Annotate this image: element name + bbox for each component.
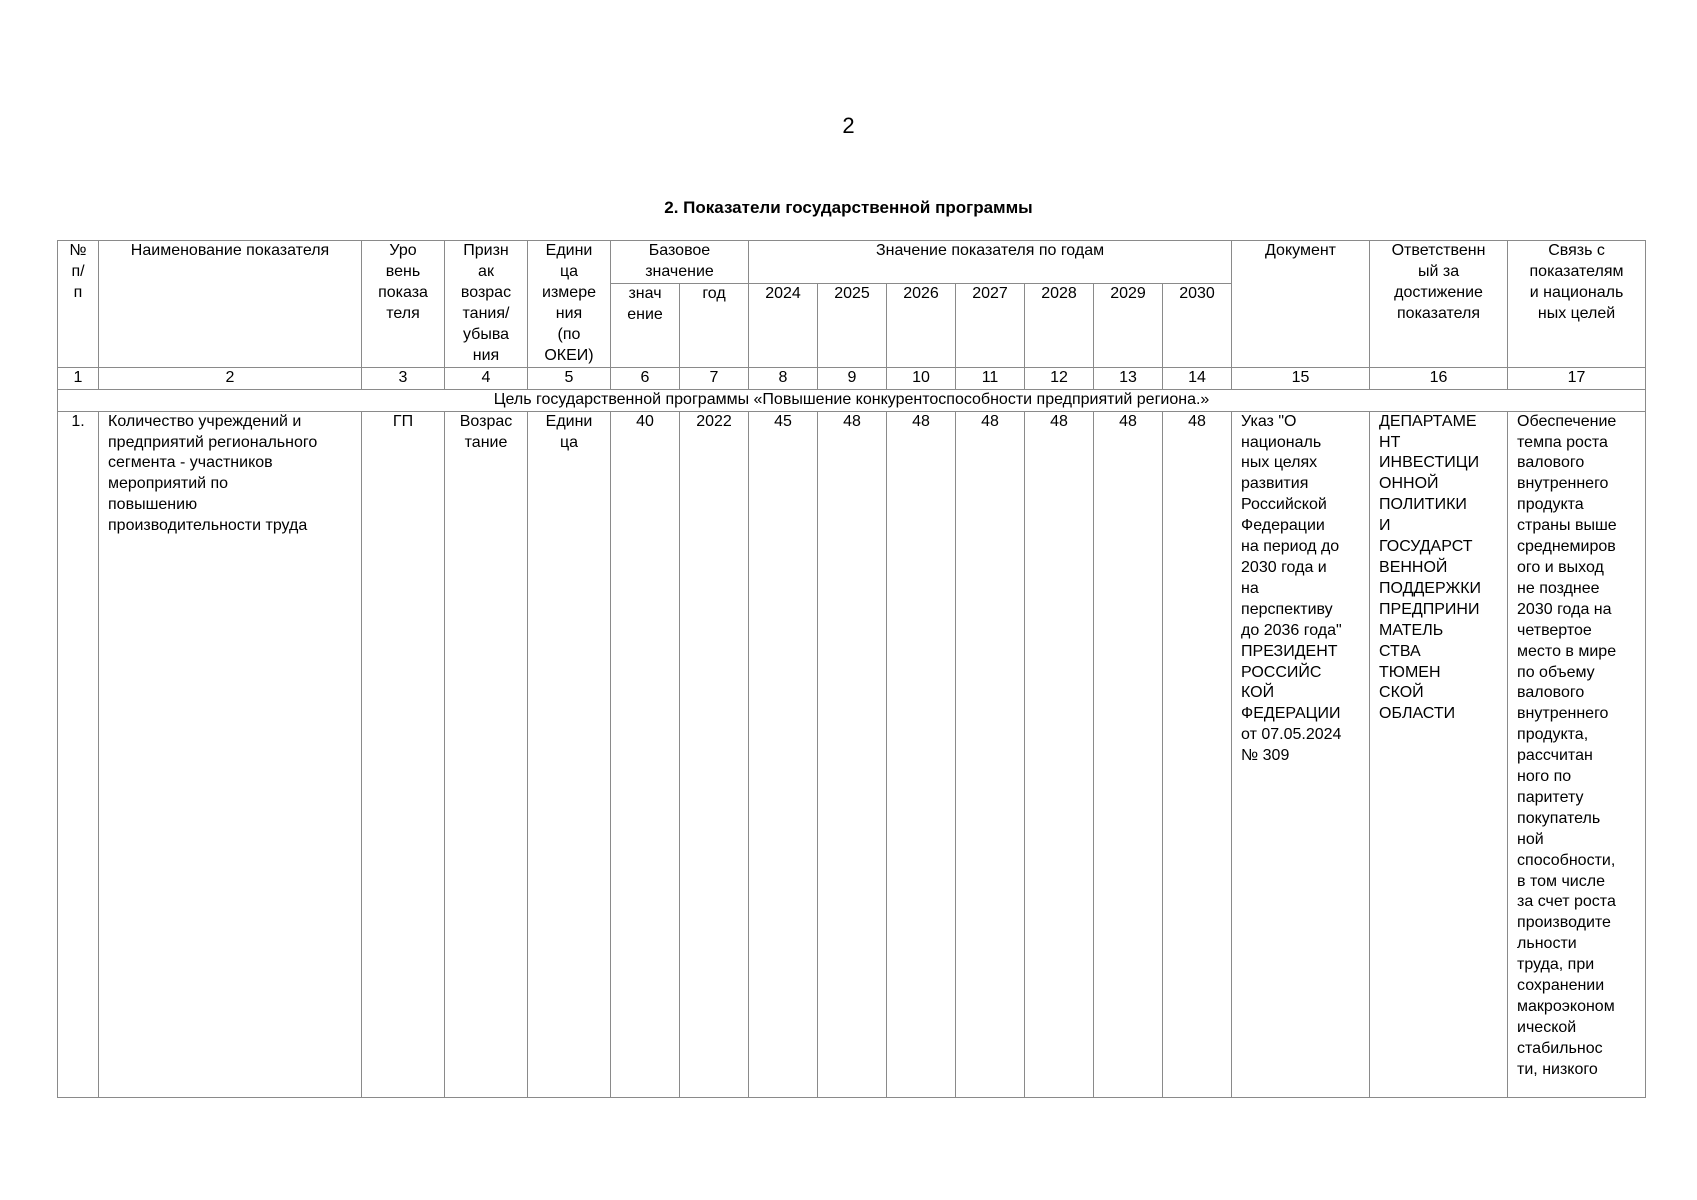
row-num: 1.	[58, 411, 99, 1097]
indicator-name: Количество учреждений и предприятий регионального сегмента - участников мероприятий по повышению производительности труда	[99, 411, 362, 1097]
header-base: Базовое значение	[611, 241, 749, 284]
year-value: 48	[818, 411, 887, 1097]
column-number: 10	[887, 367, 956, 389]
column-number: 13	[1094, 367, 1163, 389]
header-base-value: знач ение	[611, 283, 680, 367]
column-number: 14	[1163, 367, 1232, 389]
header-unit: Едини ца измере ния (по ОКЕИ)	[528, 241, 611, 368]
header-year: 2030	[1163, 283, 1232, 367]
column-number: 5	[528, 367, 611, 389]
column-number: 11	[956, 367, 1025, 389]
column-number-row	[58, 367, 1646, 389]
goal-row	[58, 389, 1646, 411]
indicator-unit: Едини ца	[528, 411, 611, 1097]
header-responsible: Ответственн ый за достижение показателя	[1370, 241, 1508, 368]
year-value: 48	[1094, 411, 1163, 1097]
column-number: 2	[99, 367, 362, 389]
column-number: 16	[1370, 367, 1508, 389]
column-number: 8	[749, 367, 818, 389]
header-name: Наименование показателя	[99, 241, 362, 368]
column-number: 1	[58, 367, 99, 389]
header-year: 2024	[749, 283, 818, 367]
header-year: 2028	[1025, 283, 1094, 367]
header-row	[58, 241, 1646, 284]
column-number: 12	[1025, 367, 1094, 389]
base-year: 2022	[680, 411, 749, 1097]
header-link: Связь с показателям и националь ных целей	[1508, 241, 1646, 368]
header-values-by-year: Значение показателя по годам	[749, 241, 1232, 284]
column-number: 17	[1508, 367, 1646, 389]
indicators-table	[57, 240, 1646, 1098]
column-number: 7	[680, 367, 749, 389]
indicator-document: Указ "О националь ных целях развития Российской Федерации на период до 2030 года и на перспективу до 2036 года" ПРЕЗИДЕНТ РОССИЙС КОЙ ФЕДЕРАЦИИ от 07.05.2024 № 309	[1232, 411, 1370, 1097]
indicator-link: Обеспечение темпа роста валового внутреннего продукта страны выше среднемиров ого и выход не позднее 2030 года на четвертое место в мире по объему валового внутреннего продукта, рассчитан ного по паритету покупатель ной способности, в том числе за счет роста производите льности труда, при сохранении макроэконом ической стабильнос ти, низкого	[1508, 411, 1646, 1097]
column-number: 15	[1232, 367, 1370, 389]
base-value: 40	[611, 411, 680, 1097]
header-trend: Призн ак возрас тания/ убыва ния	[445, 241, 528, 368]
year-value: 48	[1163, 411, 1232, 1097]
header-year: 2026	[887, 283, 956, 367]
page-number: 2	[842, 113, 855, 138]
header-num: № п/ п	[58, 241, 99, 368]
year-value: 45	[749, 411, 818, 1097]
year-value: 48	[887, 411, 956, 1097]
column-number: 3	[362, 367, 445, 389]
header-base-year: год	[680, 283, 749, 367]
column-number: 6	[611, 367, 680, 389]
program-goal: Цель государственной программы «Повышение конкурентоспособности предприятий региона.»	[58, 389, 1646, 411]
header-document: Документ	[1232, 241, 1370, 368]
table-row	[58, 411, 1646, 1097]
section-title: 2. Показатели государственной программы	[664, 198, 1033, 217]
indicator-trend: Возрас тание	[445, 411, 528, 1097]
header-year: 2027	[956, 283, 1025, 367]
indicator-level: ГП	[362, 411, 445, 1097]
column-number: 4	[445, 367, 528, 389]
year-value: 48	[1025, 411, 1094, 1097]
column-number: 9	[818, 367, 887, 389]
header-year: 2025	[818, 283, 887, 367]
header-year: 2029	[1094, 283, 1163, 367]
year-value: 48	[956, 411, 1025, 1097]
indicator-responsible: ДЕПАРТАМЕ НТ ИНВЕСТИЦИ ОННОЙ ПОЛИТИКИ И ГОСУДАРСТ ВЕННОЙ ПОДДЕРЖКИ ПРЕДПРИНИ МАТЕЛЬ СТВА ТЮМЕН СКОЙ ОБЛАСТИ	[1370, 411, 1508, 1097]
header-level: Уро вень показа теля	[362, 241, 445, 368]
